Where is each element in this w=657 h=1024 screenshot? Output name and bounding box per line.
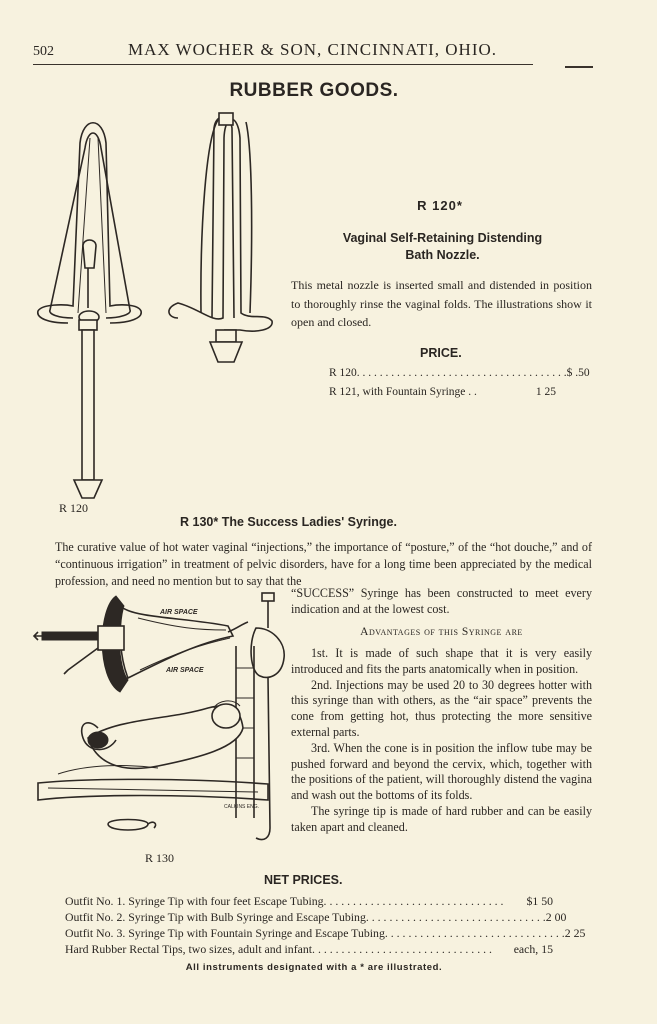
r120-description: This metal nozzle is inserted small and distended in position to thoroughly rinse the vaginal folds. The illustrations show it open and closed. (291, 278, 592, 329)
price-label: R 120 (329, 367, 357, 379)
r120-code: R 120* (417, 198, 463, 213)
price-value: 1 25 (535, 386, 556, 398)
r120-image-caption: R 120 (59, 501, 89, 515)
advantages-heading: Advantages of this Syringe are (360, 626, 523, 638)
r120-price-heading: PRICE. (420, 346, 462, 360)
header-ornament (565, 66, 593, 68)
leader-dots: . . . . . . . . . . . . . . . . . . . . . . . . . . . . . . . (323, 894, 504, 908)
leader-dots: . . . . . . . . . . . . . . . . . . . . . . . . . . . . . . . (365, 910, 546, 924)
r130-intro-continued: “SUCCESS” Syringe has been constructed to meet every indication and at the lowest cost. (291, 586, 592, 616)
nozzle-closed-drawing (169, 113, 272, 362)
advantage-item: 2nd. Injections may be used 20 to 30 degrees hotter with this syringe than with others, as the “air space” prevents the cone from getting hot, thus protecting the more sensitive external parts. (291, 677, 592, 739)
net-prices-heading: NET PRICES. (264, 873, 343, 887)
section-title: RUBBER GOODS. (229, 80, 399, 101)
advantage-item: 1st. It is made of such shape that it is very easily introduced and fits the parts anatomically when in position. (291, 646, 592, 676)
leader-dots: . . . . . . . . . . . . . . . . . . . . . . . . . . . . . . . . . . . . . (356, 367, 567, 379)
net-price-value: $1 50 (526, 894, 553, 908)
net-price-value: 2 00 (545, 910, 567, 924)
net-price-value: each, 15 (513, 942, 553, 956)
price-line-r120 (329, 367, 590, 379)
nozzle-open-drawing (38, 123, 141, 498)
net-price-row (65, 942, 553, 957)
success-syringe-illustration (28, 588, 290, 850)
syringe-cone-drawing (34, 596, 248, 692)
net-price-row (65, 910, 567, 925)
price-line-r121 (329, 386, 556, 398)
r120-name-line1: Vaginal Self-Retaining Distending (342, 231, 543, 245)
r130-intro: The curative value of hot water vaginal “injections,” the importance of “posture,” of the “hot douche,” and of “continuous irrigation” in treatment of pelvic disorders, have for a long time been appreciated by the medical profession, and need no mention but to say that the (55, 540, 592, 588)
net-price-row (65, 894, 553, 909)
page-header-company: MAX WOCHER & SON, CINCINNATI, OHIO. (128, 40, 498, 59)
footnote: All instruments designated with a * are illustrated. (185, 962, 443, 973)
leader-dots: . . . . . . . . . . . . . . . . . . . . . . . . . . . . . . . (384, 926, 565, 940)
bath-nozzle-illustration (28, 108, 278, 508)
net-price-label: Outfit No. 1. Syringe Tip with four feet Escape Tubing (65, 894, 324, 908)
leader-dots: . . . . . . . . . . . . . . . . . . . . . . . . . . . . . . . (312, 942, 492, 956)
net-price-label: Outfit No. 3. Syringe Tip with Fountain Syringe and Escape Tubing (65, 926, 385, 940)
header-rule (33, 64, 533, 65)
fountain-bag-drawing (251, 593, 284, 840)
leader-dots (477, 386, 536, 398)
page-number: 502 (33, 44, 54, 59)
r120-name-line2: Bath Nozzle. (405, 248, 480, 262)
r130-image-caption: R 130 (145, 851, 175, 865)
net-price-label: Outfit No. 2. Syringe Tip with Bulb Syringe and Escape Tubing (65, 910, 366, 924)
price-value: $ .50 (566, 367, 590, 379)
net-price-value: 2 25 (564, 926, 586, 940)
bed-and-patient-drawing (38, 646, 268, 830)
r130-title: R 130* The Success Ladies' Syringe. (180, 515, 397, 529)
net-price-label: Hard Rubber Rectal Tips, two sizes, adult and infant (65, 942, 313, 956)
r120-name (305, 230, 580, 264)
air-space-label-top: AIR SPACE (160, 609, 198, 616)
air-space-label-bottom: AIR SPACE (166, 667, 204, 674)
net-price-row (65, 926, 586, 941)
advantage-item: The syringe tip is made of hard rubber and can be easily taken apart and cleaned. (291, 803, 592, 834)
engraver-credit: CALKINS ENG. (224, 804, 260, 810)
price-label: R 121, with Fountain Syringe . . (329, 386, 477, 398)
advantages-list (291, 646, 592, 836)
advantage-item: 3rd. When the cone is in position the inflow tube may be pushed forward and beyond the cervix, which, together with the positions of the patient, will thoroughly distend the vagina and wash out the bottoms of its folds. (291, 740, 592, 803)
